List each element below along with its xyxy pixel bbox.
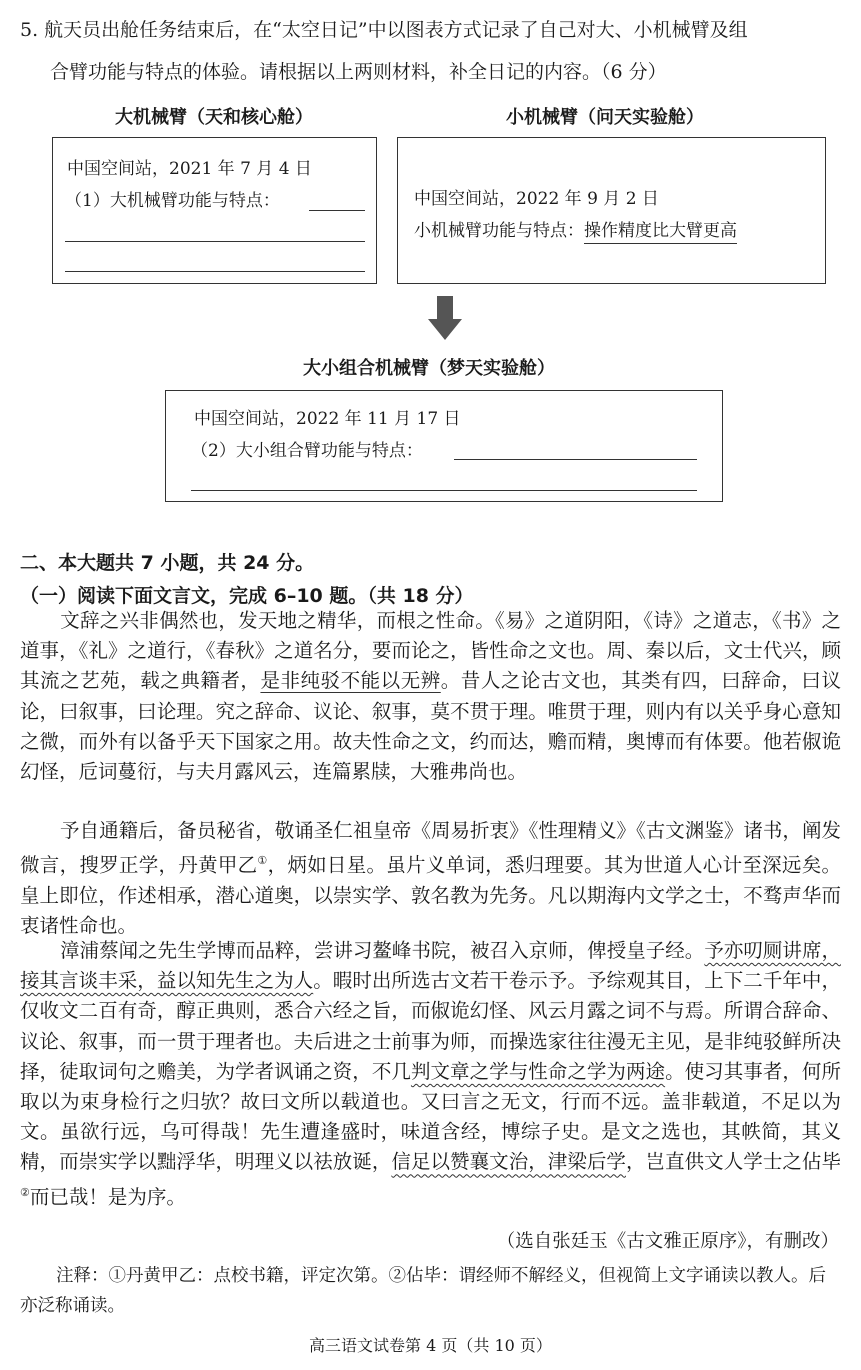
big-arm-diary-box bbox=[52, 137, 377, 284]
passage-p3-text-d: ，岂直供文人学士之佔毕 bbox=[625, 1150, 841, 1174]
big-arm-heading: 大机械臂（天和核心舱） bbox=[115, 107, 313, 128]
passage-p1-text-a: 文辞之兴非偶然也，发天地之精华，而根之性命。《易》之道阴阳，《诗》之道志，《书》之道事，《礼》之道行，《春秋》之道名分，要而论之，皆性命之文也。周、秦以后，文士代兴，顾其流之艺苑，载之典籍者， bbox=[20, 609, 841, 693]
big-arm-answer-blank-3[interactable] bbox=[65, 271, 365, 272]
passage-paragraph-3 bbox=[20, 936, 841, 1212]
small-arm-answer: 操作精度比大臂更高 bbox=[584, 221, 737, 244]
passage-paragraph-1 bbox=[20, 606, 841, 787]
footnote-marker-1: ① bbox=[257, 854, 268, 868]
passage-p3-wavy-underlined-3: 信足以赞襄文治，津梁后学 bbox=[391, 1150, 626, 1174]
small-arm-diary-box bbox=[397, 137, 826, 284]
passage-p1-underlined: 是非纯驳不能以无辨 bbox=[260, 669, 441, 693]
passage-p3-text-a: 漳浦蔡闻之先生学博而品粹，尝讲习鳌峰书院，被召入京师，俾授皇子经。 bbox=[60, 939, 705, 962]
question-5-line-1: 5. 航天员出舱任务结束后，在“太空日记”中以图表方式记录了自己对大、小机械臂及组 bbox=[20, 19, 748, 41]
passage-p2-text-a: 予自通籍后，备员秘省，敬诵圣仁祖皇帝《周易折衷》《性理精义》《古文渊鉴》诸书，阐发微言，搜罗正学，丹黄甲乙 bbox=[20, 819, 841, 877]
passage-source: （选自张廷玉《古文雅正原序》，有删改） bbox=[496, 1231, 839, 1252]
combined-arm-answer-blank-2[interactable] bbox=[191, 490, 697, 491]
big-arm-prompt: （1）大机械臂功能与特点： bbox=[65, 191, 280, 211]
notes-line-2: 亦泛称诵读。 bbox=[20, 1296, 125, 1316]
passage-p3-text-c: 。使习其事者，何所取以为束身检行之归欤？故曰文所以载道也。又曰言之无文，行而不远。盖非载道，不足以为文。虽欲行远，乌可得哉！先生遭逢盛时，味道含经，博综子史。是文之选也，其帙简，其义精，而崇实学以黜浮华，明理义以祛放诞， bbox=[20, 1059, 841, 1174]
small-arm-heading: 小机械臂（问天实验舱） bbox=[506, 107, 704, 128]
combined-arm-heading: 大小组合机械臂（梦天实验舱） bbox=[303, 358, 555, 379]
footnote-marker-2: ② bbox=[20, 1185, 30, 1199]
big-arm-date: 中国空间站，2021 年 7 月 4 日 bbox=[67, 159, 312, 179]
passage-p3-text-b: 。暇时出所选古文若干卷示予。予综观其目，上下二千年中，仅收文二百有奇，醇正典则，悉合六经之旨，而俶诡幻怪、风云月露之词不与焉。所谓合辞命、议论、叙事，而一贯于理者也。夫后进之士前事为师，而操选家往往漫无主见，是非纯驳鲜所决择，徒取词句之赡美，为学者讽诵之资，不几 bbox=[20, 969, 841, 1083]
big-arm-answer-blank-2[interactable] bbox=[65, 241, 365, 242]
big-arm-answer-blank-1[interactable] bbox=[309, 210, 365, 211]
section-2-title: 二、本大题共 7 小题，共 24 分。 bbox=[20, 552, 315, 574]
small-arm-date: 中国空间站，2022 年 9 月 2 日 bbox=[414, 189, 659, 209]
combined-arm-prompt: （2）大小组合臂功能与特点： bbox=[191, 441, 423, 461]
question-5-line-2: 合臂功能与特点的体验。请根据以上两则材料，补全日记的内容。（6 分） bbox=[50, 61, 667, 83]
passage-p3-wavy-underlined-2: 判文章之学与性命之学为两途 bbox=[410, 1059, 666, 1083]
passage-p3-text-e: 而已哉！是为序。 bbox=[29, 1185, 186, 1209]
small-arm-prompt: 小机械臂功能与特点： bbox=[414, 221, 584, 241]
down-arrow-icon bbox=[426, 296, 464, 342]
notes-line-1: 注释：①丹黄甲乙：点校书籍，评定次第。②佔毕：谓经师不解经义，但视简上文字诵读以教人。后 bbox=[56, 1266, 826, 1286]
passage-paragraph-2 bbox=[20, 816, 841, 941]
passage-p2-text-b: ，炳如日星。虽片义单词，悉归理要。其为世道人心计至深远矣。皇上即位，作述相承，潜心道奥，以崇实学、敦名教为先务。凡以期海内文学之士，不骛声华而衷诸性命也。 bbox=[20, 853, 841, 938]
combined-arm-answer-blank-1[interactable] bbox=[454, 459, 697, 460]
section-2-subtitle: （一）阅读下面文言文，完成 6–10 题。（共 18 分） bbox=[20, 585, 474, 607]
page-footer: 高三语文试卷第 4 页（共 10 页） bbox=[309, 1336, 552, 1355]
combined-arm-diary-box bbox=[165, 390, 723, 502]
small-arm-feature-line bbox=[414, 216, 737, 241]
passage-p3-wavy-underlined-1: 予亦叨厕讲席，接其言谈丰采，益以知先生之为人 bbox=[20, 939, 841, 993]
passage-p1-text-b: 。昔人之论古文也，其类有四，曰辞命，曰议论，曰叙事，曰论理。究之辞命、议论、叙事，莫不贯于理。唯贯于理，则内有以关乎身心意知之微，而外有以备乎天下国家之用。故夫性命之文，约而达，赡而精，奥博而有体要。他若俶诡幻怪，卮词蔓衍，与夫月露风云，连篇累牍，大雅弗尚也。 bbox=[20, 669, 841, 784]
combined-arm-date: 中国空间站，2022 年 11 月 17 日 bbox=[194, 409, 461, 429]
